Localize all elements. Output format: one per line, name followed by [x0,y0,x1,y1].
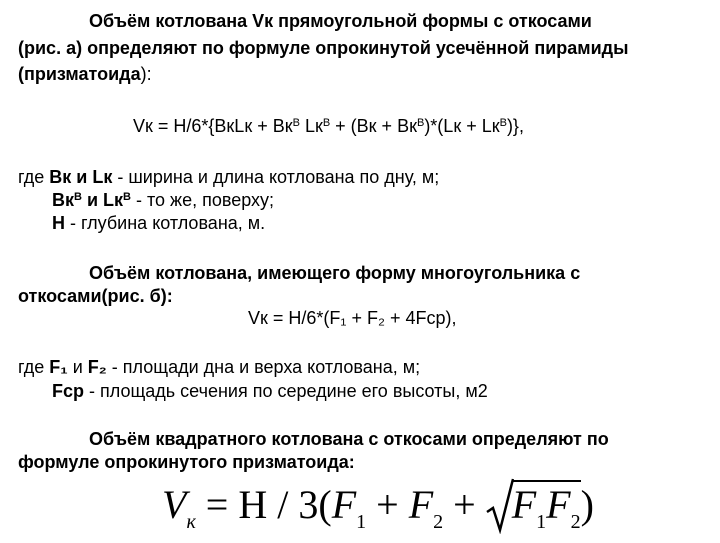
para3-line1: Объём квадратного котлована с откосами определяют по [89,429,609,449]
para1-line3: (призматоида): [18,64,152,84]
formula-rectangular: Vк = H/6*{ВкLк + $Вк^В$ $Lк^В + (Вк + Вк^В)*(Lк + Lк^В)$}, [133,116,524,136]
where1-line3: Н - глубина котлована, м. [52,213,266,233]
where2-line2: Fср - площадь сечения по середине его высоты, м2 [52,381,488,401]
para1-line1: Объём котлована Vк прямоугольной формы с откосами [89,11,592,31]
formula-polygon: Vк = H/6*(F₁ + F₂ + 4Fср), [248,308,457,328]
formula-square-pit: $V_к = H / 3(F_1 + F_2$ + $F_1F_2$) [162,474,594,536]
para3-line2: формуле опрокинутого призматоида: [18,452,355,472]
para1-line2: (рис. а) определяют по формуле опрокинутой усечённой пирамиды [18,38,629,58]
where1-line2: $Вк^В$ и $Lк^В$ - то же, поверху; [52,190,275,210]
sqrt-symbol: $F_1F_2$ [486,474,581,536]
where1-line1: где Вк и Lк - ширина и длина котлована по дну, м; [18,167,440,187]
para2-line1: Объём котлована, имеющего форму многоугольника с [89,263,581,283]
where2-line1: где F₁ и F₂ - площади дна и верха котлована, м; [18,357,421,377]
para2-line2: откосами(рис. б): [18,286,173,306]
